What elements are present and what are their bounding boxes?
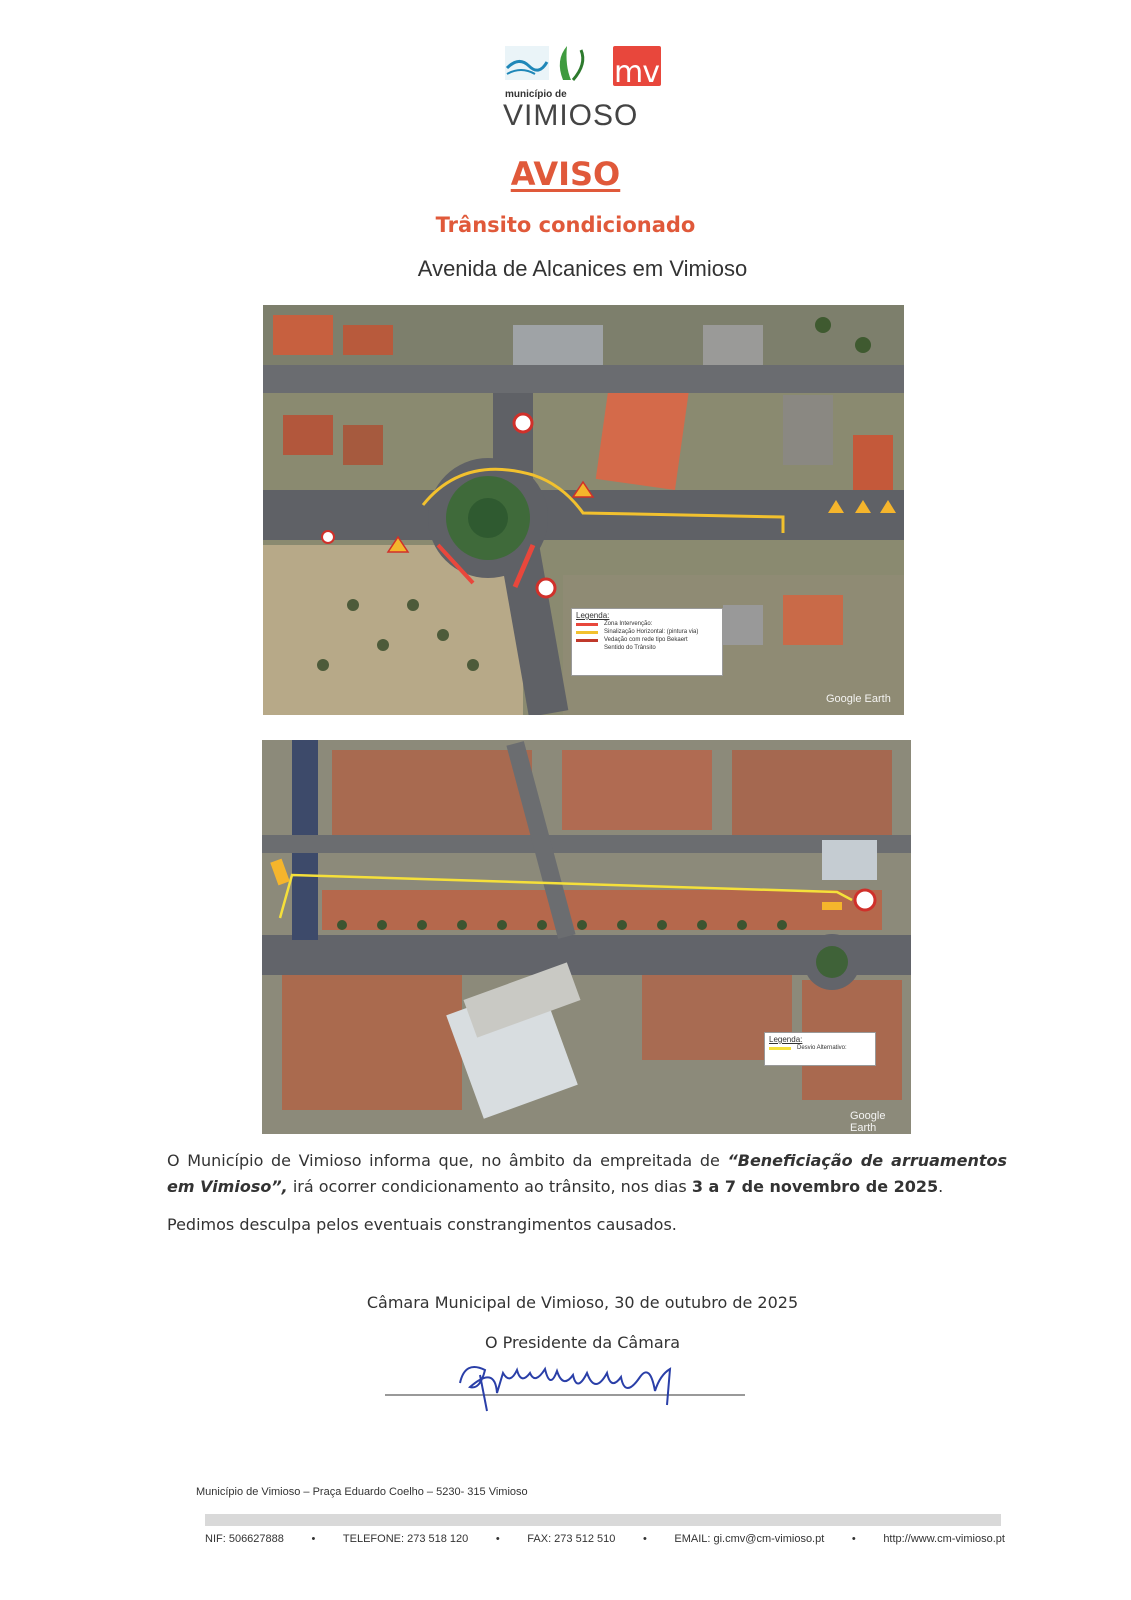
logo-name: VIMIOSO (503, 99, 639, 132)
notice-paragraph (167, 1148, 1007, 1200)
logo-subtitle: município de (505, 89, 567, 100)
footer-website: http://www.cm-vimioso.pt (883, 1533, 1005, 1545)
legend-label: Desvio Alternativo: (797, 1045, 847, 1051)
legend-label: Zona Intervenção: (604, 621, 653, 627)
river-wave-icon (505, 46, 549, 80)
detour-map-legend (764, 1032, 876, 1066)
legend-item (572, 636, 722, 644)
notice-body (167, 1148, 1007, 1250)
intervention-map (263, 305, 904, 715)
legend-item (572, 644, 722, 652)
detour-map-image (262, 740, 911, 1134)
legend-swatch (576, 623, 598, 626)
legend-item (572, 628, 722, 636)
footer-contacts (205, 1533, 1005, 1545)
signature (385, 1355, 745, 1415)
intervention-map-legend (571, 608, 723, 676)
mv-badge-text: mv (614, 55, 659, 90)
place-and-date: Câmara Municipal de Vimioso, 30 de outubro de 2025 (366, 1293, 799, 1312)
legend-label: Sinalização Horizontal: (pintura via) (604, 629, 699, 635)
footer-address: Município de Vimioso – Praça Eduardo Coelho – 5230- 315 Vimioso (196, 1486, 528, 1498)
legend-label: Sentido do Trânsito (604, 645, 656, 651)
body-text-segment: O Município de Vimioso informa que, no âmbito da empreitada de (167, 1151, 728, 1170)
notice-dates: 3 a 7 de novembro de 2025 (691, 1177, 939, 1196)
notice-subtitle: Trânsito condicionado (435, 213, 696, 237)
map-watermark: Google Earth (826, 693, 891, 705)
signer-title: O Presidente da Câmara (484, 1333, 681, 1352)
legend-title: Legenda: (769, 1035, 803, 1044)
legend-swatch (769, 1047, 791, 1050)
legend-item (765, 1044, 875, 1052)
detour-map (262, 740, 911, 1134)
apology-paragraph: Pedimos desculpa pelos eventuais constrangimentos causados. (167, 1215, 677, 1234)
legend-swatch (576, 631, 598, 634)
municipality-logo (505, 40, 665, 132)
footer-fax: FAX: 273 512 510 (527, 1533, 616, 1545)
mv-badge (613, 46, 661, 90)
legend-swatch (576, 639, 598, 642)
footer-nif: NIF: 506627888 (205, 1533, 284, 1545)
legend-item (572, 620, 722, 628)
notice-location: Avenida de Alcanices em Vimioso (417, 256, 748, 281)
legend-swatch (576, 647, 598, 650)
separator-dot-icon: • (642, 1533, 647, 1545)
body-text-segment: . (938, 1177, 944, 1196)
separator-dot-icon: • (495, 1533, 500, 1545)
legend-label: Vedação com rede tipo Bekaert (604, 637, 688, 643)
separator-dot-icon: • (311, 1533, 316, 1545)
project-name: “Beneficiação de arruamentos em Vimioso”, (167, 1151, 1007, 1196)
legend-title: Legenda: (576, 611, 610, 620)
separator-dot-icon: • (851, 1533, 856, 1545)
notice-title: AVISO (510, 155, 621, 193)
leaf-icon (553, 42, 593, 82)
footer-divider (205, 1514, 1001, 1526)
footer-email: EMAIL: gi.cmv@cm-vimioso.pt (674, 1533, 825, 1545)
body-text-segment: irá ocorrer condicionamento ao trânsito, nos dias (287, 1177, 692, 1196)
map-watermark: Google Earth (850, 1110, 886, 1134)
footer-phone: TELEFONE: 273 518 120 (342, 1533, 469, 1545)
